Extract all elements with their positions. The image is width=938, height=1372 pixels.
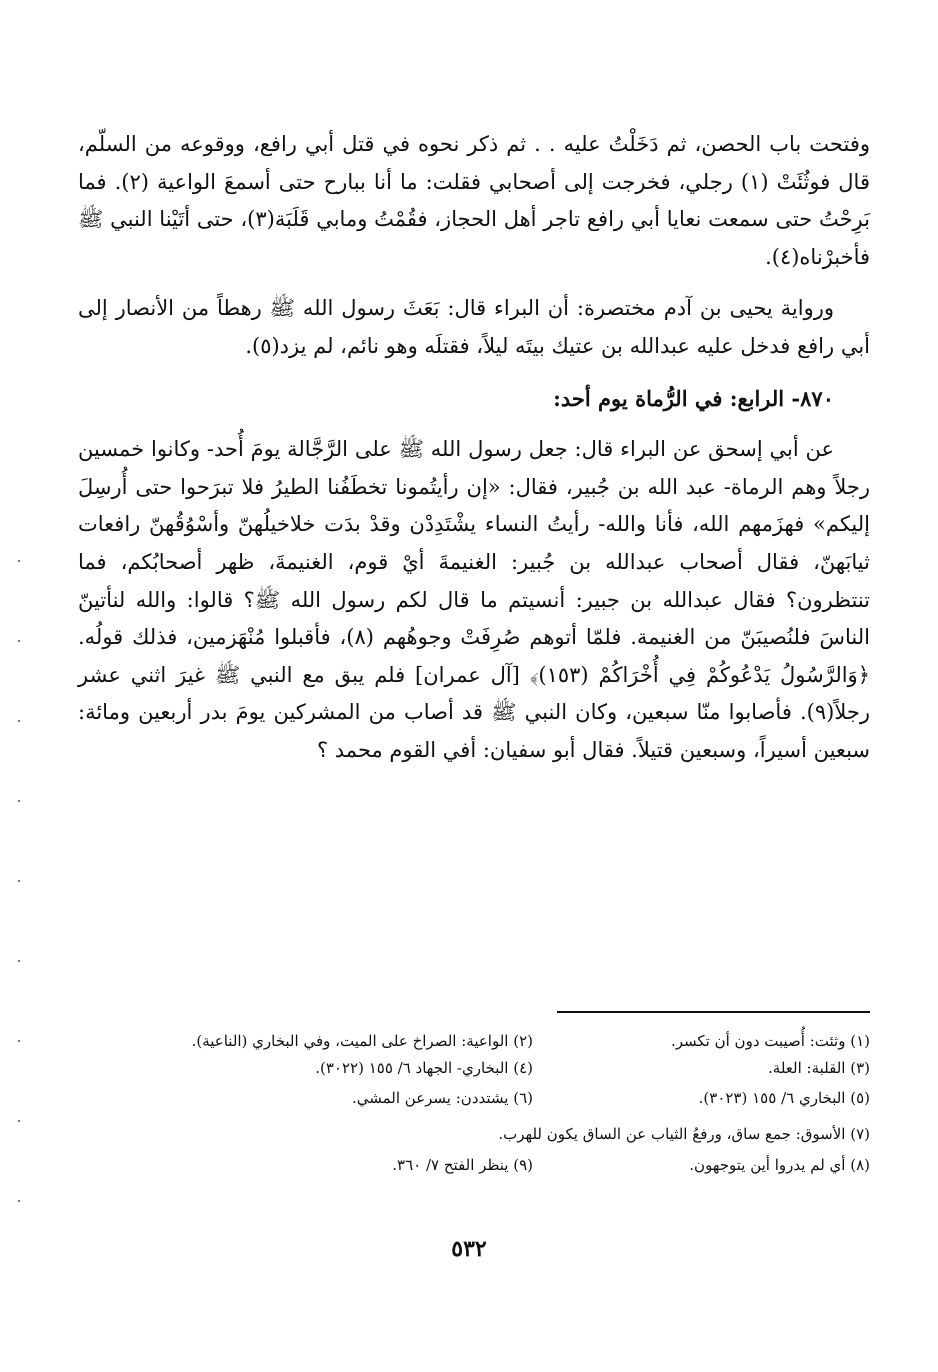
scan-speck xyxy=(18,880,20,882)
scan-speck xyxy=(18,560,20,562)
footnote-4: (٤) البخاري- الجهاد ٦/ ١٥٥ (٣٠٢٢). xyxy=(315,1059,533,1077)
scan-speck xyxy=(18,720,20,722)
footnote-7: (٧) الأسوق: جمع ساق، ورفعُ الثياب عن الساق يكون للهرب. xyxy=(498,1125,870,1143)
footnote-9: (٩) ينظر الفتح ٧/ ٣٦٠. xyxy=(392,1156,533,1174)
footnote-1: (١) وثئت: أُصيبت دون أن تكسر. xyxy=(670,1032,870,1050)
scan-speck xyxy=(18,800,20,802)
footnote-separator xyxy=(557,1011,870,1013)
paragraph-1: وفتحت باب الحصن، ثم دَخَلْتُ عليه . . ثم ذكر نحوه في قتل أبي رافع، ووقوعه من السلّم، قال فوثُئَتْ (١) رجلي، فخرجت إلى أصحابي فقلت: ما أنا ببارح حتى أسمعَ الواعية (٢). فما بَرِحْتُ حتى سمعت نعايا أبي رافع تاجر أهل الحجاز، فقُمْتُ ومابي قَلَبَة(٣)، حتى أتَيْنا النبي ﷺ فأخبرْناه(٤). xyxy=(78,132,870,269)
paragraph-3: عن أبي إسحق عن البراء قال: جعل رسول الله ﷺ على الرَّجَّالة يومَ أُحد- وكانوا خمسين رجلاً وهم الرماة- عبد الله بن جُبير، فقال: «إن رأيتُمونا تخطَفُنا الطيرُ فلا تبرَحوا حتى أُرسِلَ إليكم» فهزَمهم الله، فأنا والله- رأيتُ النساء يشْتَدِدْن وقدْ بدَت خلاخيلُهنّ وأسْوُقُهنّ رافعات ثيابَهنّ، فقال أصحاب عبدالله بن جُبير: الغنيمةَ أيْ قوم، الغنيمةَ، ظهر أصحابُكم، فما تنتظرون؟ فقال عبدالله بن جبير: أنسيتم ما قال لكم رسول الله ﷺ؟ قالوا: والله لنأتينّ الناسَ فلنُصيبَنّ من الغنيمة. فلمّا أتوهم صُرِفَتْ وجوهُهم (٨)، فأقبلوا مُنْهَزمين، فذلك قولُه. ﴿وَالرَّسُولُ يَدْعُوكُمْ فِي أُخْرَاكُمْ (١٥٣)﴾ [آل عمران] فلم يبق مع النبي ﷺ غيرَ اثني عشر رجلاً(٩). فأصابوا منّا سبعين، وكان النبي ﷺ قد أصاب من المشركين يومَ بدر أربعين ومائة: سبعين أسيراً، وسبعين قتيلاً. فقال أبو سفيان: أفي القوم محمد ؟ xyxy=(78,437,870,762)
scan-speck xyxy=(18,1200,20,1202)
section-heading: ٨٧٠- الرابع: في الرُّماة يوم أحد: xyxy=(553,385,834,411)
footnote-3: (٣) القلبة: العلة. xyxy=(768,1059,870,1077)
footnote-2: (٢) الواعية: الصراخ على الميت، وفي البخاري (الناعية). xyxy=(191,1032,533,1050)
page-number: ٥٣٢ xyxy=(451,1236,487,1262)
main-text xyxy=(78,126,870,784)
footnote-6: (٦) يشتددن: يسرعن المشي. xyxy=(351,1089,533,1107)
footnote-5: (٥) البخاري ٦/ ١٥٥ (٣٠٢٣). xyxy=(698,1089,870,1107)
paragraph-2: ورواية يحيى بن آدم مختصرة: أن البراء قال: بَعَثَ رسول الله ﷺ رهطاً من الأنصار إلى أبي رافع فدخل عليه عبدالله بن عتيك بيتَه ليلاً، فقتلَه وهو نائم، لم يزد(٥). xyxy=(78,296,870,358)
scan-speck xyxy=(18,1120,20,1122)
scan-speck xyxy=(18,640,20,642)
scan-speck xyxy=(18,960,20,962)
scan-speck xyxy=(18,1040,20,1042)
footnote-8: (٨) أي لم يدروا أين يتوجهون. xyxy=(689,1156,870,1174)
